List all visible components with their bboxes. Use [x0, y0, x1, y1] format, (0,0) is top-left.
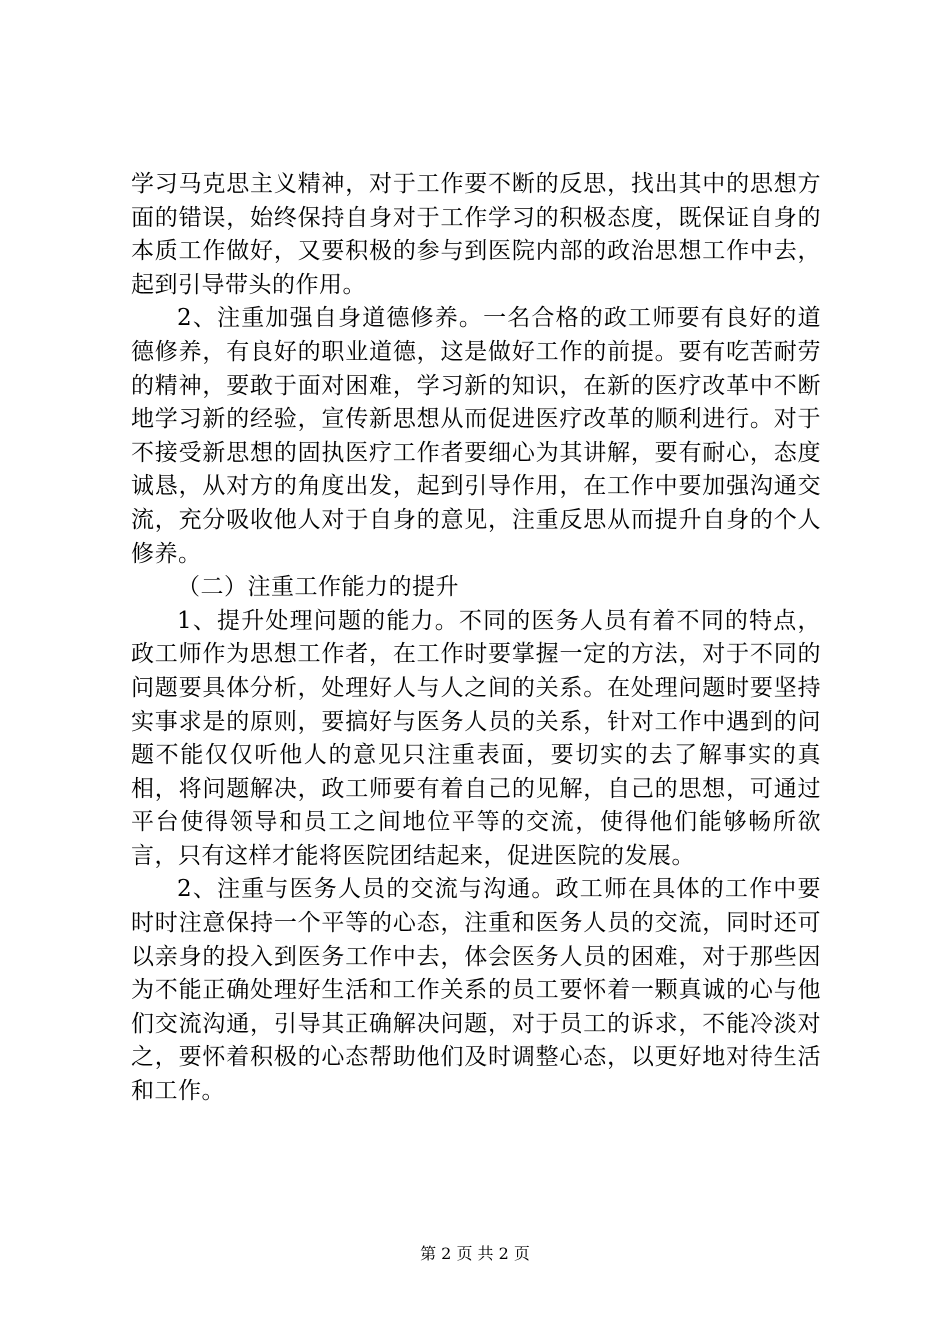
page-footer: 第 2 页 共 2 页 — [420, 1244, 530, 1263]
document-body — [131, 168, 821, 1109]
paragraph-problem-solving: 1、提升处理问题的能力。不同的医务人员有着不同的特点，政工师作为思想工作者，在工作时要掌握一定的方法，对于不同的问题要具体分析，处理好人与人之间的关系。在处理问题时要坚持实事求是的原则，要搞好与医务人员的关系，针对工作中遇到的问题不能仅仅听他人的意见只注重表面，要切实的去了解事实的真相，将问题解决，政工师要有着自己的见解，自己的思想，可通过平台使得领导和员工之间地位平等的交流，使得他们能够畅所欲言，只有这样才能将医院团结起来，促进医院的发展。 — [131, 607, 821, 869]
section-heading-work-ability: （二）注重工作能力的提升 — [177, 574, 459, 601]
paragraph-continuation: 学习马克思主义精神，对于工作要不断的反思，找出其中的思想方面的错误，始终保持自身对于工作学习的积极态度，既保证自身的本质工作做好，又要积极的参与到医院内部的政治思想工作中去，起到引导带头的作用。 — [131, 171, 821, 298]
paragraph-moral-cultivation: 2、注重加强自身道德修养。一名合格的政工师要有良好的道德修养，有良好的职业道德，这是做好工作的前提。要有吃苦耐劳的精神，要敢于面对困难，学习新的知识，在新的医疗改革中不断地学习新的经验，宣传新思想从而促进医疗改革的顺利进行。对于不接受新思想的固执医疗工作者要细心为其讲解，要有耐心，态度诚恳，从对方的角度出发，起到引导作用，在工作中要加强沟通交流，充分吸收他人对于自身的意见，注重反思从而提升自身的个人修养。 — [131, 305, 821, 567]
paragraph-communication: 2、注重与医务人员的交流与沟通。政工师在具体的工作中要时时注意保持一个平等的心态，注重和医务人员的交流，同时还可以亲身的投入到医务工作中去，体会医务人员的困难，对于那些因为不能正确处理好生活和工作关系的员工要怀着一颗真诚的心与他们交流沟通，引导其正确解决问题，对于员工的诉求，不能冷淡对之，要怀着积极的心态帮助他们及时调整心态，以更好地对待生活和工作。 — [131, 876, 821, 1105]
